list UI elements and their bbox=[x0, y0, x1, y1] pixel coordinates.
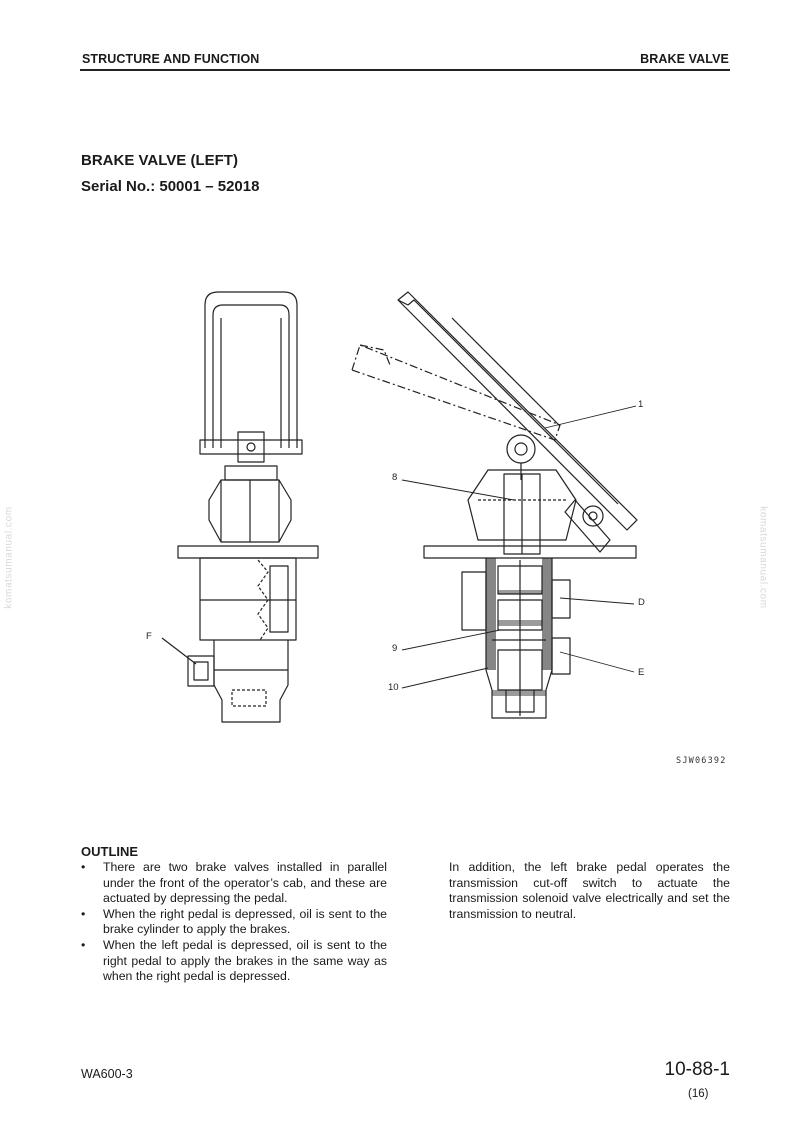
leader-lines bbox=[402, 406, 636, 688]
footer-revision: (16) bbox=[688, 1088, 709, 1100]
bullet-text: When the left pedal is depressed, oil is sent to the right pedal to apply the brakes in the same way as when the right pedal is depressed. bbox=[103, 937, 387, 984]
callout-1: 1 bbox=[638, 399, 644, 410]
bullet-symbol: • bbox=[81, 937, 86, 952]
page-title: BRAKE VALVE (LEFT) bbox=[81, 152, 238, 169]
list-item bbox=[81, 860, 387, 907]
watermark-right: komatsumanual.com bbox=[757, 506, 769, 609]
footer-page-number: 10-88-1 bbox=[664, 1059, 730, 1080]
outline-right-column bbox=[449, 860, 730, 922]
bullet-text: There are two brake valves installed in parallel under the front of the operator’s cab, and these are actuated by depressing the pedal. bbox=[103, 860, 387, 906]
callout-10: 10 bbox=[388, 682, 399, 693]
figure-code: SJW06392 bbox=[676, 756, 727, 766]
side-view bbox=[162, 292, 318, 722]
serial-number-range: Serial No.: 50001 – 52018 bbox=[81, 178, 260, 195]
header-section-title: STRUCTURE AND FUNCTION bbox=[82, 52, 260, 66]
list-item bbox=[81, 907, 387, 938]
outline-bullets bbox=[81, 860, 387, 985]
list-item bbox=[81, 938, 387, 985]
callout-8: 8 bbox=[392, 472, 398, 483]
watermark-left: komatsumanual.com bbox=[3, 506, 15, 609]
header-chapter-title: BRAKE VALVE bbox=[640, 52, 729, 66]
callout-d: D bbox=[638, 597, 645, 608]
callout-9: 9 bbox=[392, 643, 398, 654]
outline-paragraph: In addition, the left brake pedal operates the transmission cut-off switch to actuate the transmission solenoid valve electrically and set the transmission to neutral. bbox=[449, 860, 730, 921]
bullet-symbol: • bbox=[81, 906, 86, 921]
bullet-symbol: • bbox=[81, 860, 86, 874]
callout-f: F bbox=[146, 631, 152, 642]
callout-e: E bbox=[638, 667, 645, 678]
outline-heading: OUTLINE bbox=[81, 844, 139, 859]
bullet-text: When the right pedal is depressed, oil is sent to the brake cylinder to apply the brakes. bbox=[103, 906, 387, 937]
footer-model: WA600-3 bbox=[81, 1067, 133, 1081]
